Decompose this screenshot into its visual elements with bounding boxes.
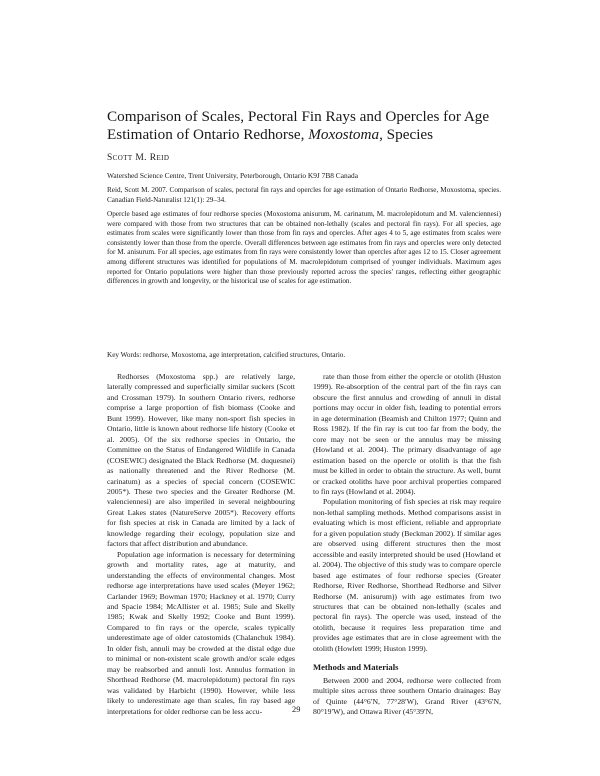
body-column-left <box>107 372 295 717</box>
body-paragraph: Between 2000 and 2004, redhorse were collected from multiple sites across three southern Ontario drainages: Bay of Quinte (44°6′N, 77°28′W), Grand River (43°6′N, 80°19′W), and Ottawa River (45°39′N, <box>313 675 501 717</box>
title-species: Moxostoma <box>308 125 380 143</box>
body-paragraph: Redhorses (Moxostoma spp.) are relatively large, laterally compressed and superficially similar suckers (Scott and Crossman 1979). In southern Ontario rivers, redhorse comprise a large proportion of fish biomass (Cooke and Bunt 1999). However, like many non-sport fish species in Ontario, little is known about redhorse life history (Cooke et al. 2005). Of the six redhorse species in Ontario, the Committee on the Status of Endangered Wildlife in Canada (COSEWIC) designated the Black Redhorse (M. duquesnei) as nationally threatened and the River Redhorse (M. carinatum) as a species of special concern (COSEWIC 2005*). These two species and the Greater Redhorse (M. valenciennesi) are also imperiled in several neighbouring Great Lakes states (NatureServe 2005*). Recovery efforts for fish species at risk in Canada are limited by a lack of knowledge regarding their ecology, population size and factors that affect distribution and abundance. <box>107 372 295 549</box>
title-main: Comparison of Scales, Pectoral Fin Rays and Opercles for Age Estimation of Ontario Redhorse, <box>107 108 490 143</box>
keywords: Key Words: redhorse, Moxostoma, age interpretation, calcified structures, Ontario. <box>107 351 346 359</box>
title-end: , Species <box>379 125 434 143</box>
author-name: Scott M. Reid <box>107 153 170 163</box>
body-paragraph: Population monitoring of fish species at risk may require non-lethal sampling methods. Method comparisons assist in evaluating which is most efficient, reliable and appropriate for a given population study (Beckman 2002). If similar ages are observed using different structures then the most accessible and easily interpreted should be used (Howland et al. 2004). The objective of this study was to compare opercle based age estimates of four redhorse species (Greater Redhorse, River Redhorse, Shorthead Redhorse and Silver Redhorse (M. anisurum)) with age estimates from two structures that can be obtained non-lethally (scales and pectoral fin rays). The opercle was used, instead of the otolith, because it requires less preparation time and provides age estimates that are in close agreement with the otolith (Howlett 1999; Huston 1999). <box>313 497 501 653</box>
body-paragraph: rate than those from either the opercle or otolith (Huston 1999). Re-absorption of the central part of the fin rays can obscure the first annulus and crowding of annuli in distal portions may occur in older fish, leading to potential errors in age determination (Beamish and Chilton 1977; Quinn and Ross 1982). If the fin ray is cut too far from the body, the core may not be seen or the annulus may be missing (Howland et al. 2004). The primary disadvantage of age estimation based on the opercle or otolith is that the fish must be killed in order to obtain the structure. As well, burnt or cracked otoliths have poor archival properties compared to fin rays (Howland et al. 2004). <box>313 372 501 496</box>
body-column-right <box>313 372 501 718</box>
page-number: 29 <box>292 705 301 714</box>
methods-heading: Methods and Materials <box>313 662 399 673</box>
author-affiliation: Watershed Science Centre, Trent University, Peterborough, Ontario K9J 7B8 Canada <box>107 171 358 180</box>
abstract: Opercle based age estimates of four redhorse species (Moxostoma anisurum, M. carinatum, M. macrolepidotum and M. valenciennesi) were compared with those from two structures that can be obtained non-lethally (scales and pectoral fin rays). For all species, age estimates from scales were significantly lower than those from fin rays and opercles. After ages 4 to 5, age estimates from scales were consistently lower than those from the opercle. Overall differences between age estimates from fin rays and opercles were only detected for M. anisurum. For all species, age estimates from fin rays were consistently lower than opercles after ages 12 to 15. Closer agreement among different structures was identified for populations of M. macrolepidotum comprised of younger individuals. Maximum ages reported for Ontario populations were higher than those previously reported across the species' ranges, reflecting either geographic differences in growth and longevity, or the historical use of scales for age estimation. <box>107 210 501 286</box>
body-paragraph: Population age information is necessary for determining growth and mortality rates, age at maturity, and understanding the effects of environmental changes. Most redhorse age interpretations have used scales (Meyer 1962; Carlander 1969; Bowman 1970; Hackney et al. 1970; Curry and Spacie 1984; McAllister et al. 1985; Sule and Skelly 1985; Kwak and Skelly 1992; Cooke and Bunt 1999). Compared to fin rays or the opercle, scales typically underestimate age of older catostomids (Chalanchuk 1984). In older fish, annuli may be crowded at the distal edge due to minimal or non-existent scale growth and/or scale edges may be reabsorbed and annuli lost. Annulus formation in Shorthead Redhorse (M. macrolepidotum) pectoral fin rays was validated by Harbicht (1990). However, while less likely to underestimate age than scales, fin ray based age interpretations for older redhorse can be less accu- <box>107 549 295 716</box>
citation: Reid, Scott M. 2007. Comparison of scales, pectoral fin rays and opercles for age estimation of Ontario Redhorse, Moxostoma, species. Canadian Field-Naturalist 121(1): 29–34. <box>107 186 501 204</box>
paper-title <box>107 108 507 143</box>
